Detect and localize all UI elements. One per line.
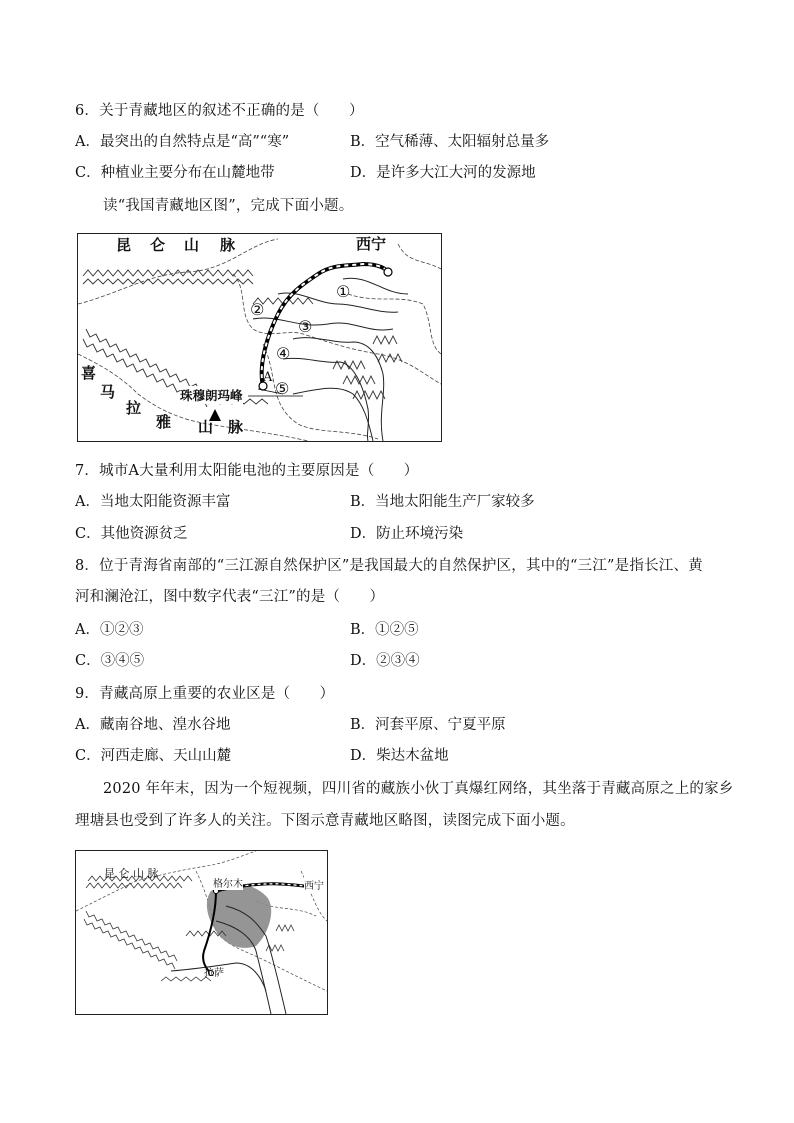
q9-option-d: D．柴达木盆地 <box>350 748 449 764</box>
q8-stem-line-2: 河和澜沧江，图中数字代表“三江”的是（ ） <box>75 589 385 605</box>
q8-option-a: A．①②③ <box>75 622 144 638</box>
q8-option-b: B．①②⑤ <box>350 622 419 638</box>
map1-river-3-label: ③ <box>298 317 313 336</box>
qinghai-tibet-map-1 <box>77 233 442 442</box>
qinghai-tibet-map-2 <box>75 850 328 1015</box>
map1-himalaya-char-2: 拉 <box>126 399 142 417</box>
map1-everest-label: 珠穆朗玛峰 <box>180 388 243 403</box>
q7-option-c: C．其他资源贫乏 <box>75 526 188 542</box>
map1-kunlun-char-1: 仑 <box>150 236 166 254</box>
map1-xining-label: 西宁 <box>356 235 387 253</box>
map1-river-2-label: ② <box>250 300 265 319</box>
q9-option-a: A．藏南谷地、湟水谷地 <box>75 717 231 733</box>
map2-kunlun-label: 昆 仑 山 脉 <box>104 867 159 880</box>
q6-option-a: A．最突出的自然特点是“高”“寒” <box>75 134 290 150</box>
q6-option-c: C．种植业主要分布在山麓地带 <box>75 165 275 181</box>
intro-paragraph-2-line-1: 2020 年年末，因为一个短视频，四川省的藏族小伙丁真爆红网络，其坐落于青藏高原之上的家乡 <box>103 781 734 797</box>
q8-option-c: C．③④⑤ <box>75 653 145 669</box>
map1-river-4-label: ④ <box>276 344 291 363</box>
map1-himalaya-char-4: 山 <box>198 418 214 436</box>
map1-himalaya-char-5: 脉 <box>228 418 244 436</box>
q7-option-b: B．当地太阳能生产厂家较多 <box>350 494 535 510</box>
q7-option-a: A．当地太阳能资源丰富 <box>75 494 231 510</box>
q7-option-d: D．防止环境污染 <box>350 526 464 542</box>
intro-paragraph-1: 读“我国青藏地区图”，完成下面小题。 <box>103 198 354 214</box>
map1-river-5-label: ⑤ <box>275 379 290 398</box>
map2-xining-label: 西宁 <box>304 877 324 892</box>
map2-lhasa-label: 拉萨 <box>204 968 224 979</box>
map1-city-a-label: A <box>263 370 273 385</box>
q9-option-b: B．河套平原、宁夏平原 <box>350 717 506 733</box>
q9-stem: 9．青藏高原上重要的农业区是（ ） <box>75 686 335 702</box>
q6-option-b: B．空气稀薄、太阳辐射总量多 <box>350 134 550 150</box>
q8-stem-line-1: 8．位于青海省南部的“三江源自然保护区”是我国最大的自然保护区，其中的“三江”是指长江、黄 <box>75 558 703 574</box>
q6-stem: 6．关于青藏地区的叙述不正确的是（ ） <box>75 103 364 119</box>
map1-kunlun-char-3: 脉 <box>220 236 236 254</box>
intro-paragraph-2-line-2: 理塘县也受到了许多人的关注。下图示意青藏地区略图，读图完成下面小题。 <box>75 813 575 829</box>
map1-himalaya-char-0: 喜 <box>81 364 97 382</box>
map1-kunlun-char-2: 山 <box>184 236 200 254</box>
q7-stem: 7．城市A大量利用太阳能电池的主要原因是（ ） <box>75 463 419 479</box>
map1-river-1-label: ① <box>336 282 351 301</box>
map1-himalaya-char-3: 雅 <box>156 413 172 431</box>
map2-golmud-label: 格尔木 <box>213 875 243 890</box>
q9-option-c: C．河西走廊、天山山麓 <box>75 748 232 764</box>
q8-option-d: D．②③④ <box>350 653 420 669</box>
map1-himalaya-char-1: 马 <box>100 383 116 401</box>
map1-kunlun-char-0: 昆 <box>116 236 132 254</box>
q6-option-d: D．是许多大江大河的发源地 <box>350 165 536 181</box>
